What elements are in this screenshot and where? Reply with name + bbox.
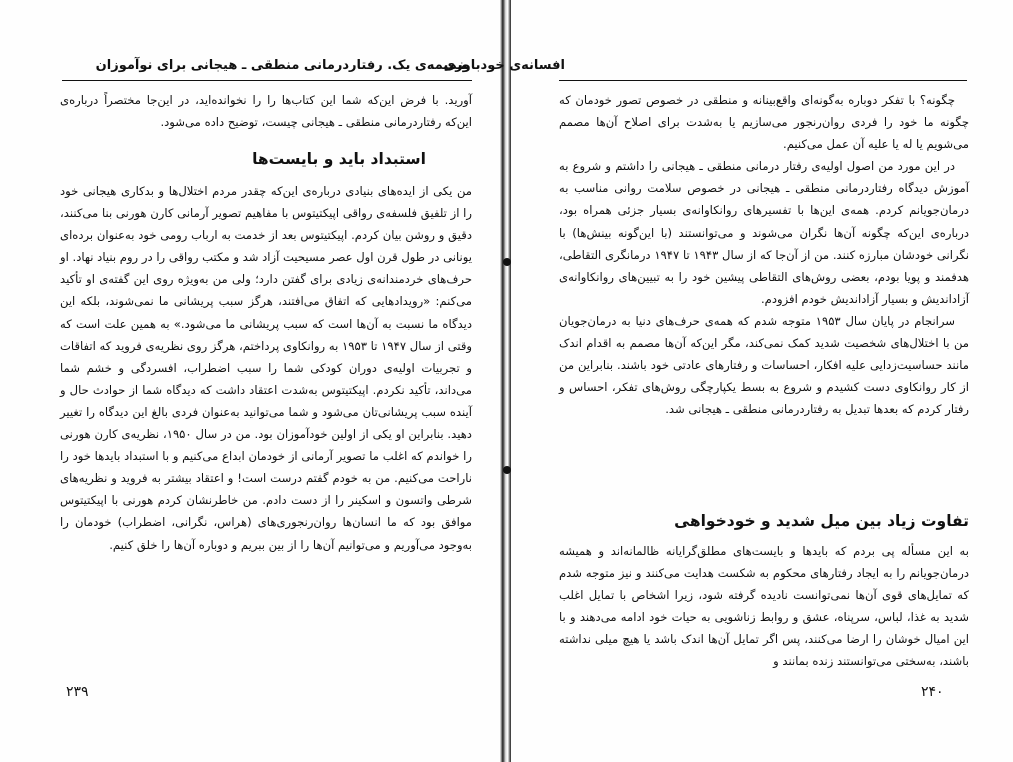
right-page-number: ۲۴۰ — [921, 684, 944, 700]
right-column-bottom — [559, 540, 969, 673]
left-running-head: ضمیمه‌ی یک. رفتاردرمانی منطقی ـ هیجانی برای نوآموزان — [95, 58, 470, 73]
left-section-heading: استبداد باید و بایست‌ها — [252, 150, 426, 168]
left-body-paragraph — [60, 180, 472, 556]
binding-mark — [503, 258, 511, 266]
left-page-number: ۲۳۹ — [66, 684, 89, 700]
right-paragraph-2: در این مورد من اصول اولیه‌ی رفتار درمانی منطقی ـ هیجانی را داشتم و شروع به آموزش دیدگاه رفتاردرمانی منطقی ـ هیجانی در خصوص سلامت روانی مناسب به درمان‌جویانم کردم. همه‌ی این‌ها با تفسیرهای روانکاوانه‌ی بسیار جزئی همراه بود، درباره‌ی این‌که چگونه آن‌ها نگران می‌شوند و می‌توانستند (با این‌گونه بینش‌ها) با نگرانی خودشان مبارزه کنند. من از آن‌جا که از سال ۱۹۴۳ تا ۱۹۴۷ درمانگری التقاطی، هدفمند و پویا بودم، بعضی روش‌های التقاطی پیشین خود را به تبیین‌های روانکاوانه‌ی آزاداندیش و بسیار آزاداندیش خودم افزودم. — [559, 159, 969, 306]
right-paragraph-4: به این مسأله پی بردم که بایدها و بایست‌های مطلق‌گرایانه ظالمانه‌اند و همیشه درمان‌جویانم را به ایجاد رفتارهای محکوم به شکست هدایت می‌کنند و نیز متوجه شدم که تمایل‌های قوی آن‌ها نمی‌توانست نادیده گرفته شود، زیرا اشخاص با تمایل اغلب شدید به غذا، لباس، سرپناه، عشق و روابط زناشویی به حیات خود ادامه می‌دهند و با این امیال خوشان را ارضا می‌کنند، پس اگر تمایل آن‌ها اندک باشد یا هیچ میلی نداشته باشند، به‌سختی می‌توانستند زنده بمانند و — [559, 544, 969, 669]
right-header-rule — [559, 80, 967, 81]
binding-mark — [503, 466, 511, 474]
left-page — [0, 0, 502, 762]
left-body-text: من یکی از ایده‌های بنیادی درباره‌ی این‌که چقدر مردم اختلال‌ها و بدکاری هیجانی خود را از تلفیق فلسفه‌ی رواقی اپیکتیتوس با مفاهیم تصویر آرمانی کارن هورنی بنا می‌کنند، دقیق و روشن بیان کردم. اپیکتیتوس بعد از خدمت به ارباب رومی خود به‌عنوان برده‌ای یونانی در طول قرن اول عصر مسیحیت آزاد شد و مکتب رواقی را در روم بنیاد نهاد. او حرف‌های خردمندانه‌ی زیادی برای گفتن دارد؛ ولی من به‌ویژه روی این گفته‌ی او تأکید می‌کنم: «رویدادهایی که اتفاق می‌افتند، هرگز سبب پریشانی ما نمی‌شوند، بلکه این دیدگاه ما نسبت به آن‌ها است که سبب پریشانی ما می‌شود.» به همین علت است که وقتی از سال ۱۹۴۷ تا ۱۹۵۳ به روانکاوی پرداختم، هرگز روی نظریه‌ی فروید که اتفاقات و تجربیات اولیه‌ی دوران کودکی شما را سبب اضطراب، افسردگی و خشم شما می‌داند، تأکید نکردم. اپیکتیتوس به‌شدت اعتقاد داشت که دیدگاه شما از حوادث حال و آینده سبب پریشانی‌تان می‌شود و شما می‌توانید به‌عنوان فردی بالغ این دیدگاه را تغییر دهید. بنابراین او یکی از اولین خودآموزان بود. من در سال ۱۹۵۰، نظریه‌ی کارن هورنی را خواندم که اغلب ما تصویر آرمانی از خودمان ابداع می‌کنیم و با استبداد بایدها خود را ناراحت می‌کنیم. من به خودم گفتم درست است! و اعتقاد بیشتر به فروید و نظریه‌های شرطی واتسون و اسکینر را از دست دادم. من خاطرنشان کردم هورنی با اپیکتیتوس موافق بود که ما انسان‌ها روان‌رنجوری‌های (هراس، نگرانی، اضطراب) خودمان را به‌وجود می‌آوریم و می‌توانیم آن‌ها را از بین ببریم و دوباره آن‌ها را خلق کنیم. — [60, 184, 472, 552]
right-paragraph-1: چگونه؟ با تفکر دوباره به‌گونه‌ای واقع‌بینانه و منطقی در خصوص تصور خودمان که چگونه ما خود را فردی روان‌رنجور می‌سازیم یا به‌شدت برای اصلاح آن‌ها مصمم می‌شویم یا له یا علیه آن عمل می‌کنیم. — [559, 93, 969, 152]
right-page — [443, 0, 1013, 762]
right-running-head: افسانه‌ی خودباوری — [443, 58, 565, 73]
left-intro-paragraph — [60, 89, 472, 133]
left-header-rule — [62, 80, 472, 81]
right-column-top — [559, 89, 969, 420]
left-intro-text: آورید. با فرض این‌که شما این کتاب‌ها را را نخوانده‌اید، در این‌جا مختصراً درباره‌ی این‌که رفتاردرمانی منطقی ـ هیجانی چیست، توضیح داده می‌شود. — [60, 93, 472, 130]
right-section-heading: تفاوت زیاد بین میل شدید و خودخواهی — [674, 512, 969, 530]
right-paragraph-3: سرانجام در پایان سال ۱۹۵۳ متوجه شدم که همه‌ی حرف‌های دنیا به درمان‌جویان من با اختلال‌های شخصیت شدید کمک نمی‌کند، مگر این‌که آن‌ها مصمم به اقدام اندک مانند حساسیت‌زدایی علیه افکار، احساسات و رفتارهای عادتی خود باشند. بنابراین من از کار روانکاوی دست کشیدم و شروع به بسط یکپارچگی روش‌های تفکر، احساس و رفتار کردم که بعدها تبدیل به رفتاردرمانی منطقی ـ هیجانی شد. — [559, 313, 969, 417]
